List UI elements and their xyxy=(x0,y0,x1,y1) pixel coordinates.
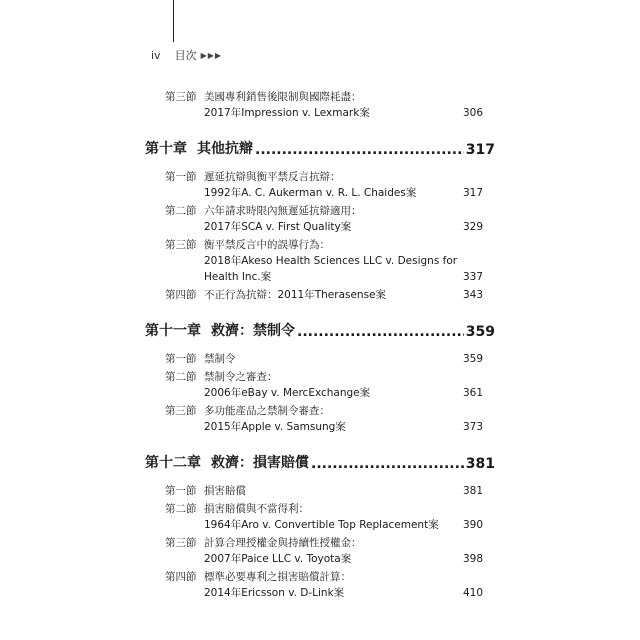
section-title-line: Health Inc.案 xyxy=(204,271,272,283)
toc-section xyxy=(145,351,485,367)
section-label: 第一節 xyxy=(165,353,197,365)
section-title-line: 六年請求時限內無遲延抗辯適用： xyxy=(204,205,362,217)
chapter-heading xyxy=(145,450,495,472)
section-title xyxy=(204,403,459,435)
section-page-number: 361 xyxy=(462,387,483,399)
chapter-title: 其他抗辯 xyxy=(197,141,253,157)
toc-section xyxy=(145,403,485,435)
section-title-line: 1964年Aro v. Convertible Top Replacement案 xyxy=(204,519,439,531)
section-title-line: 1992年A. C. Aukerman v. R. L. Chaides案 xyxy=(204,187,417,199)
section-title-line: 2015年Apple v. Samsung案 xyxy=(204,421,346,433)
header-page-number: iv xyxy=(151,48,161,62)
section-label: 第三節 xyxy=(165,91,197,103)
section-title-line: 衡平禁反言中的誤導行為： xyxy=(204,239,330,251)
chapter-number: 第十章 xyxy=(145,141,187,157)
section-title xyxy=(204,351,459,367)
leader-dots xyxy=(311,456,464,472)
section-page-number: 381 xyxy=(462,485,483,497)
chapter-number: 第十二章 xyxy=(145,455,201,471)
section-label: 第二節 xyxy=(165,371,197,383)
running-header xyxy=(151,47,222,63)
leader-dots xyxy=(297,324,464,340)
section-title-line: 2014年Ericsson v. D-Link案 xyxy=(204,587,345,599)
section-title xyxy=(204,569,459,601)
section-title-line: 計算合理授權金與持續性授權金： xyxy=(204,537,362,549)
toc-section xyxy=(145,501,485,533)
section-title xyxy=(204,483,459,499)
section-title xyxy=(204,535,459,567)
toc-section xyxy=(145,535,485,567)
section-title-line: 損害賠償 xyxy=(204,485,246,497)
section-title xyxy=(204,203,459,235)
section-label: 第三節 xyxy=(165,239,197,251)
section-page-number: 398 xyxy=(462,553,483,565)
section-page-number: 337 xyxy=(462,271,483,283)
section-label: 第一節 xyxy=(165,485,197,497)
section-title-line: 美國專利銷售後限制與國際耗盡： xyxy=(204,91,362,103)
section-title-line: 2018年Akeso Health Sciences LLC v. Designs for xyxy=(204,255,458,267)
section-label: 第二節 xyxy=(165,205,197,217)
section-title-line: 標準必要專利之損害賠償計算： xyxy=(204,571,351,583)
top-rule xyxy=(173,0,174,42)
chapter-page-number: 317 xyxy=(465,142,495,158)
chapter-title: 救濟：禁制令 xyxy=(211,323,295,339)
section-page-number: 359 xyxy=(462,353,483,365)
section-title xyxy=(204,501,459,533)
section-title-line: 遲延抗辯與衡平禁反言抗辯： xyxy=(204,171,341,183)
section-title xyxy=(204,89,459,121)
section-label: 第一節 xyxy=(165,171,197,183)
section-page-number: 410 xyxy=(462,587,483,599)
section-title-line: 2017年Impression v. Lexmark案 xyxy=(204,107,370,119)
toc-section xyxy=(145,169,485,201)
section-title-line: 多功能產品之禁制令審查： xyxy=(204,405,330,417)
section-page-number: 317 xyxy=(462,187,483,199)
toc-section xyxy=(145,569,485,601)
section-title-line: 不正行為抗辯：2011年Therasense案 xyxy=(204,289,387,301)
chapter-page-number: 381 xyxy=(465,456,495,472)
chapter-heading xyxy=(145,136,495,158)
section-page-number: 329 xyxy=(462,221,483,233)
section-page-number: 390 xyxy=(462,519,483,531)
toc-section xyxy=(145,369,485,401)
section-label: 第四節 xyxy=(165,289,197,301)
chapter-page-number: 359 xyxy=(465,324,495,340)
header-arrows-icon: ▶▶▶ xyxy=(200,50,223,60)
leader-dots xyxy=(255,142,464,158)
toc-section xyxy=(145,483,485,499)
section-title-line: 禁制令之審查： xyxy=(204,371,278,383)
section-label: 第三節 xyxy=(165,537,197,549)
header-title: 目次 xyxy=(174,49,197,62)
section-title xyxy=(204,369,459,401)
chapter-number: 第十一章 xyxy=(145,323,201,339)
section-page-number: 373 xyxy=(462,421,483,433)
section-title-line: 2017年SCA v. First Quality案 xyxy=(204,221,352,233)
section-title-line: 禁制令 xyxy=(204,353,236,365)
section-title xyxy=(204,169,459,201)
section-label: 第三節 xyxy=(165,405,197,417)
section-title-line: 2006年eBay v. MercExchange案 xyxy=(204,387,371,399)
section-page-number: 306 xyxy=(462,107,483,119)
toc-section xyxy=(145,89,485,121)
toc-section xyxy=(145,203,485,235)
section-title xyxy=(204,287,459,303)
section-label: 第二節 xyxy=(165,503,197,515)
chapter-heading xyxy=(145,318,495,340)
section-title-line: 2007年Paice LLC v. Toyota案 xyxy=(204,553,352,565)
chapter-title: 救濟：損害賠償 xyxy=(211,455,309,471)
toc-section xyxy=(145,287,485,303)
section-page-number: 343 xyxy=(462,289,483,301)
toc-section xyxy=(145,237,485,285)
section-label: 第四節 xyxy=(165,571,197,583)
section-title xyxy=(204,237,459,285)
section-title-line: 損害賠償與不當得利： xyxy=(204,503,309,515)
